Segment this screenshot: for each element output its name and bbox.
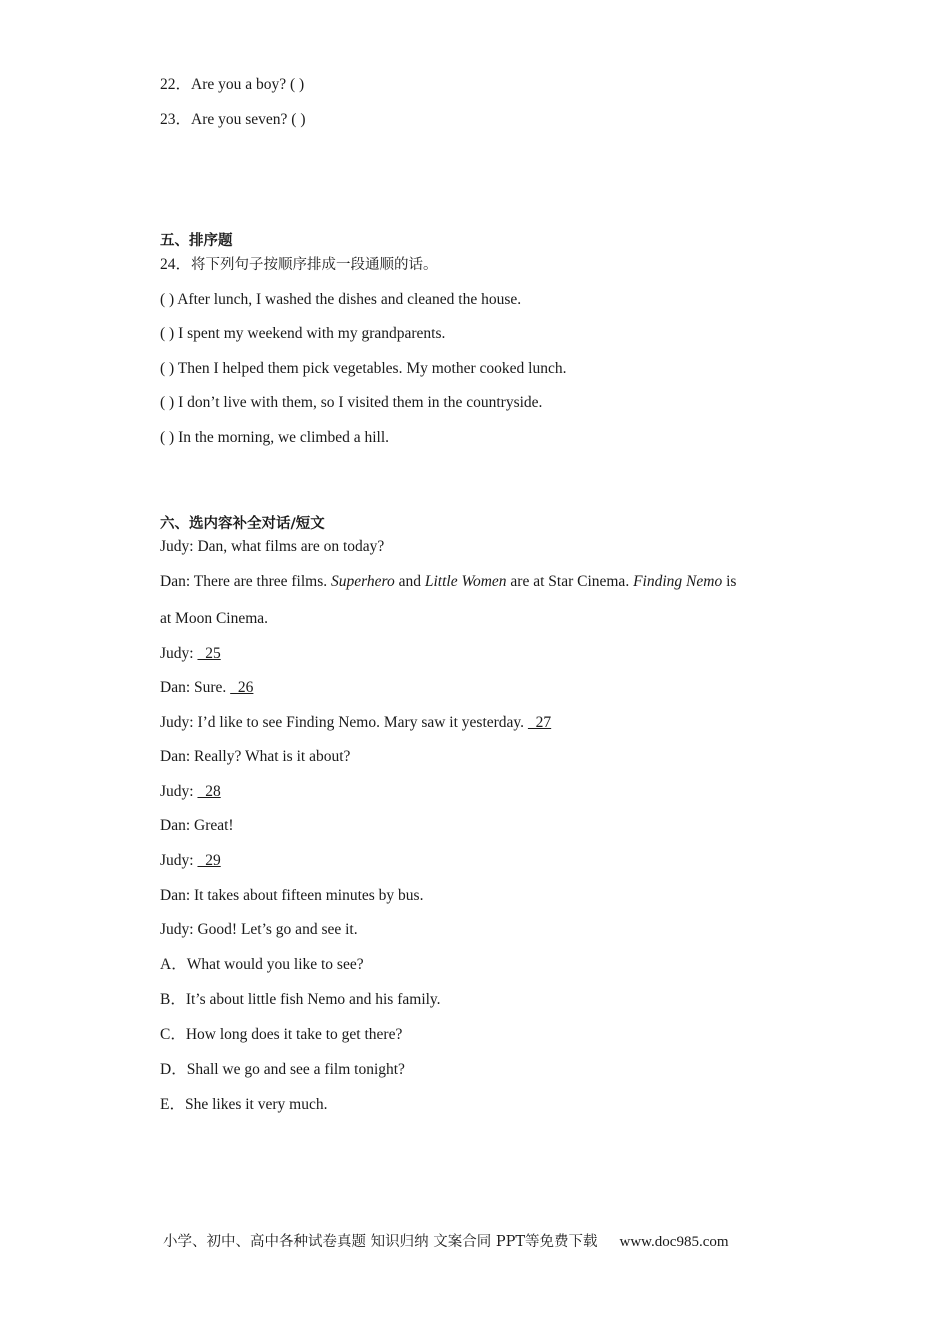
dialogue-text: Dan: There are three films. [160, 573, 331, 590]
question-22 [160, 75, 304, 95]
dialogue-line: Dan: Really? What is it about? [160, 748, 351, 765]
section-6-heading: 六、选内容补全对话/短文 [160, 516, 325, 532]
answer-blank-25[interactable]: 25 [197, 645, 221, 662]
dialogue-text: and [394, 573, 425, 590]
dialogue-line [160, 782, 221, 802]
dialogue-text: Dan: Sure. [160, 679, 231, 696]
film-title: Finding Nemo [633, 573, 723, 590]
ordering-item: ( ) After lunch, I washed the dishes and cleaned the house. [160, 291, 522, 308]
dialogue-line: Judy: Dan, what films are on today? [160, 538, 385, 555]
film-title: Little Women [424, 573, 507, 590]
question-24 [160, 255, 438, 275]
option-a: A．What would you like to see? [160, 956, 364, 973]
option-d: D．Shall we go and see a film tonight? [160, 1061, 405, 1078]
dialogue-line: at Moon Cinema. [160, 610, 269, 627]
dialogue-text: are at Star Cinema. [506, 573, 634, 590]
dialogue-line: Dan: It takes about fifteen minutes by bus. [160, 887, 424, 904]
film-title: Superhero [331, 573, 395, 590]
dialogue-line [160, 644, 221, 664]
ordering-item: ( ) I spent my weekend with my grandparents. [160, 325, 446, 342]
dialogue-line [160, 678, 253, 698]
question-text: Are you a boy? ( ) [191, 76, 305, 93]
ordering-item: ( ) In the morning, we climbed a hill. [160, 429, 389, 446]
question-number: 23． [160, 111, 192, 128]
section-5-heading: 五、排序题 [160, 233, 233, 249]
footer-text: 小学、初中、高中各种试卷真题 知识归纳 文案合同 PPT等免费下载 [163, 1234, 598, 1250]
answer-blank-27[interactable]: 27 [527, 714, 552, 731]
page-footer [163, 1230, 729, 1251]
option-e: E．She likes it very much. [160, 1096, 328, 1113]
answer-blank-29[interactable]: 29 [197, 852, 221, 869]
speaker: Judy: [160, 852, 198, 869]
dialogue-line: Judy: Good! Let’s go and see it. [160, 921, 358, 938]
option-c: C．How long does it take to get there? [160, 1026, 403, 1043]
dialogue-line [160, 713, 551, 733]
dialogue-line [160, 572, 736, 592]
question-instruction: 将下列句子按顺序排成一段通顺的话。 [191, 257, 438, 273]
dialogue-line: Dan: Great! [160, 817, 234, 834]
dialogue-text: is [722, 573, 737, 590]
ordering-item: ( ) I don’t live with them, so I visited them in the countryside. [160, 394, 543, 411]
speaker: Judy: [160, 783, 198, 800]
speaker: Judy: [160, 645, 198, 662]
footer-link[interactable]: www.doc985.com [619, 1234, 729, 1250]
option-b: B．It’s about little fish Nemo and his family. [160, 991, 441, 1008]
question-number: 22． [160, 76, 192, 93]
answer-blank-28[interactable]: 28 [197, 783, 221, 800]
dialogue-text: Judy: I’d like to see Finding Nemo. Mary saw it yesterday. [160, 714, 528, 731]
question-text: Are you seven? ( ) [191, 111, 306, 128]
ordering-item: ( ) Then I helped them pick vegetables. My mother cooked lunch. [160, 360, 567, 377]
question-23 [160, 110, 306, 130]
question-number: 24． [160, 256, 192, 273]
dialogue-line [160, 851, 221, 871]
answer-blank-26[interactable]: 26 [230, 679, 254, 696]
